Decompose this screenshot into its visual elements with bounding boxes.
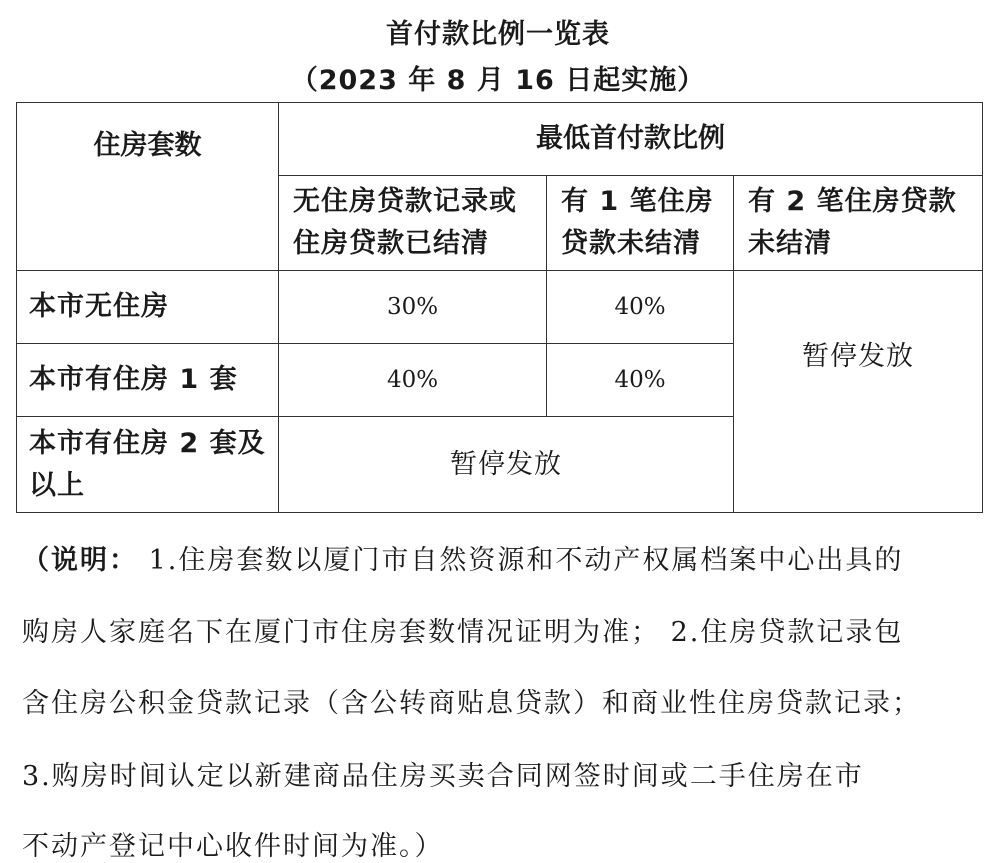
note-line-5: 不动产登记中心收件时间为准。） [22,831,444,862]
down-payment-table [16,102,983,513]
cell-no-housing-no-loan: 30% [279,271,547,344]
note-text-1: 1.住房套数以厦门市自然资源和不动产权属档案中心出具的 [138,545,904,576]
column-header-two-loans: 有 2 笔住房贷款未结清 [734,176,983,271]
note-lead: （说明： [22,545,138,576]
column-header-one-loan: 有 1 笔住房贷款未结清 [547,176,734,271]
column-header-no-loan: 无住房贷款记录或住房贷款已结清 [279,176,547,271]
row-label-one-housing: 本市有住房 1 套 [17,344,279,417]
note-line-4: 3.购房时间认定以新建商品住房买卖合同网签时间或二手住房在市 [22,761,864,792]
row-label-no-housing: 本市无住房 [17,271,279,344]
cell-one-housing-one-loan: 40% [547,344,734,417]
note-line-2: 购房人家庭名下在厦门市住房套数情况证明为准； 2.住房贷款记录包 [22,617,904,648]
page-subtitle: （2023 年 8 月 16 日起实施） [290,65,706,96]
header-min-down-payment: 最低首付款比例 [279,103,983,176]
cell-one-housing-no-loan: 40% [279,344,547,417]
page-title: 首付款比例一览表 [386,19,610,50]
cell-two-loans-suspended: 暂停发放 [734,271,983,513]
cell-no-housing-one-loan: 40% [547,271,734,344]
note-line-1 [22,538,982,577]
note-line-3: 含住房公积金贷款记录（含公转商贴息贷款）和商业性住房贷款记录； [22,688,921,719]
cell-two-plus-housing-suspended: 暂停发放 [279,417,734,513]
header-housing-count: 住房套数 [17,103,279,271]
row-label-two-plus-housing: 本市有住房 2 套及以上 [17,417,279,513]
